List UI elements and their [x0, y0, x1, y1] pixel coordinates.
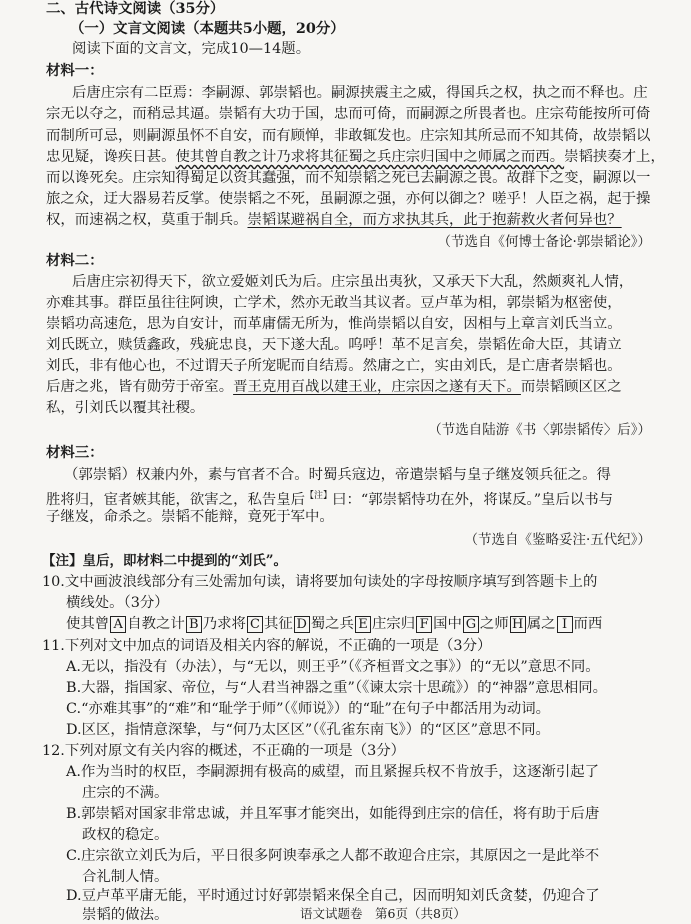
wavy-line-passage: 使其曾自教之计乃求将其征蜀之兵庄宗归国中之师属之而西。: [175, 149, 565, 165]
q12-option-c-line-1: C.庄宗欲立刘氏为后，平日很多阿谀奉承之人都不敢迎合庄宗，其原因之一是此举不: [66, 848, 600, 864]
q11-stem: 11.下列对文中加点的词语及相关内容的解说，不正确的一项是（3分）: [42, 638, 492, 654]
m3-line-2: [46, 487, 613, 509]
reading-instruction: 阅读下面的文言文，完成10—14题。: [72, 41, 311, 57]
m3-line-2-a: 胜将归，宦者嫉其能，欲害之，私告皇后: [46, 491, 306, 508]
q12-option-a-line-1: A.作为当时的权臣，李嗣源拥有极高的威望，而且紧握兵权不肯放手，这逐渐引起了: [66, 764, 600, 780]
q11-option-b: B.大器，指国家、帝位，与“人君当神器之重”（《谏太宗十思疏》）的“神器”意思相同。: [66, 680, 608, 696]
m1-line-7: [46, 211, 622, 229]
q10-box-g: G: [463, 616, 479, 633]
q11-option-c: C.“亦难其事”的“难”和“耻学于师”（《师说》）的“耻”在句子中都活用为动词。: [66, 701, 551, 717]
q10-segment: 蜀之兵: [310, 616, 354, 632]
q10-segment: 其征: [263, 616, 293, 632]
footnote-marker: 【注】: [305, 491, 333, 501]
m2-line-6: [46, 378, 622, 396]
m2-line-4: 刘氏既立，赎赁鑫政，残疵忠良，天下遂大乱。呜呼！革不足言矣，崇韬佐命大臣，其请立: [46, 337, 622, 353]
subsection-heading: （一）文言文阅读（本题共5小题，20分）: [70, 20, 345, 37]
q10-sentence: [66, 615, 602, 633]
material-1-title: 材料一：: [46, 62, 104, 79]
m1-line-4-c: 崇韬挟奏才上，: [564, 149, 665, 165]
q10-box-d: D: [294, 616, 310, 633]
m3-line-2-b: 曰：“郭崇韬恃功在外，将谋反。”皇后以书与: [332, 491, 613, 508]
q10-segment: 之师: [479, 616, 509, 632]
m2-line-3: 崇韬功高速危，思为自安计，而革庸儒无所为，惟尚崇韬以自安，因相与上章言刘氏当立。: [46, 316, 622, 332]
q10-box-e: E: [355, 616, 371, 633]
q10-segment: 而西: [573, 616, 603, 632]
footnote: 【注】皇后，即材料二中提到的“刘氏”。: [42, 553, 288, 569]
underlined-sentence-1: 崇韬谋避祸自全，而方求执其兵，此于抱薪救火者何异也？: [247, 212, 622, 228]
m1-line-4-a: 忠见疑，谗疾日甚。: [46, 149, 176, 165]
q12-option-a-line-2: 庄宗的不满。: [82, 785, 169, 801]
m2-source: （节选自陆游《书〈郭崇韬传〉后》）: [428, 422, 651, 438]
q12-option-c-line-2: 合礼制人情。: [82, 869, 169, 885]
q10-box-f: F: [416, 616, 432, 633]
q10-segment: 庄宗归: [371, 616, 416, 632]
q10-stem-line-1: 10.文中画波浪线部分有三处需加句读，请将要加句读处的字母按顺序填写到答题卡上的: [42, 574, 598, 590]
q12-stem: 12.下列对原文有关内容的概述，不正确的一项是（3分）: [42, 743, 406, 759]
q10-box-c: C: [247, 616, 263, 633]
material-3-title: 材料三：: [46, 444, 104, 461]
q10-box-b: B: [186, 616, 202, 633]
q10-stem-line-2: 横线处。（3分）: [66, 595, 169, 611]
m1-line-5: 而以谗死矣。庄宗知得蜀足以资其蠢强，而不知崇韬之死已去嗣源之畏。故群下之变，嗣源以一: [46, 170, 651, 186]
m1-line-2: 宗无以夺之，而稍忌其逼。崇韬有大功于国，忠而可倚，而嗣源之所畏者也。庄宗苟能按所可倚: [46, 106, 651, 122]
section-heading: 二、古代诗文阅读（35分）: [46, 0, 225, 17]
m1-line-4: [46, 148, 665, 166]
material-2-title: 材料二：: [46, 252, 104, 269]
m1-line-1: 后唐庄宗有二臣焉：李嗣源、郭崇韬也。嗣源挟震主之威，得国兵之权，执之而不释也。庄: [72, 85, 648, 101]
q10-segment: 自教之计: [127, 616, 185, 632]
m2-line-2: 亦难其事。群臣虽往往阿谀，亡学术，然亦无敢当其议者。豆卢革为相，郭崇韬为枢密使，: [46, 295, 622, 311]
m2-line-6-c: 而崇韬顾区区之: [520, 379, 622, 395]
page-footer: 语文试题卷 第6页（共8页）: [300, 906, 466, 921]
q10-box-a: A: [110, 616, 126, 633]
q10-segment: 国中: [433, 616, 462, 632]
q10-segment: 属之: [526, 616, 556, 632]
m2-line-6-a: 后唐之兆，皆有勋劳于帝室。: [46, 379, 234, 395]
q12-option-b-line-1: B.郭崇韬对国家非常忠诚，并且军事才能突出，如能得到庄宗的信任，将有助于后唐: [66, 806, 600, 822]
q11-option-d: D.区区，指情意深挚，与“何乃太区区”（《孔雀东南飞》）的“区区”意思不同。: [66, 722, 550, 738]
q10-box-h: H: [510, 616, 526, 633]
q11-option-a: A.无以，指没有（办法），与“无以，则王乎”（《齐桓晋文之事》）的“无以”意思不同。: [66, 659, 600, 675]
q10-box-i: I: [557, 616, 573, 633]
m1-source: （节选自《何博士备论·郭崇韬论》）: [437, 234, 651, 250]
m3-source: （节选自《鉴略妥注·五代纪》）: [464, 532, 651, 548]
m1-line-3: 而制所可忌，则嗣源虽怀不自安，而有顾惮，非敢辄发也。庄宗知其所忌而不知其倚，故崇韬以: [46, 128, 651, 144]
m1-line-6: 旅之众，迂大器易若反掌。使崇韬之不死，虽嗣源之强，亦何以御之？嗟乎！人臣之祸，起于操: [46, 191, 651, 207]
underlined-sentence-2: 晋王克用百战以建王业，庄宗因之遂有天下。: [233, 379, 521, 395]
q12-option-d-line-2: 崇韬的做法。: [82, 907, 169, 923]
m2-line-1: 后唐庄宗初得天下，欲立爱姬刘氏为后。庄宗虽出夷狄，又承天下大乱，然颇爽礼人情，: [72, 274, 634, 290]
q12-option-b-line-2: 政权的稳定。: [82, 827, 169, 843]
q12-option-d-line-1: D.豆卢革平庸无能，平时通过讨好郭崇韬来保全自己，因而明知刘氏贪婪，仍迎合了: [66, 888, 600, 904]
m3-line-3: 子继岌，命杀之。崇韬不能辩，竟死于军中。: [46, 509, 334, 525]
q10-segment: 乃求将: [202, 616, 246, 632]
m1-line-7-a: 权，而速祸之权，莫重于制兵。: [46, 212, 248, 228]
q10-segment: 使其曾: [66, 616, 110, 632]
m3-line-1: （郭崇韬）权兼内外，素与官者不合。时蜀兵寇边，帝遣崇韬与皇子继岌领兵征之。得: [64, 467, 611, 483]
m2-line-5: 刘氏，非有他心也，不过谓天子所宠昵而自结焉。然庸之亡，实由刘氏，是亡唐者崇韬也。: [46, 358, 622, 374]
m2-line-7: 私，引刘氏以覆其社稷。: [46, 400, 205, 416]
